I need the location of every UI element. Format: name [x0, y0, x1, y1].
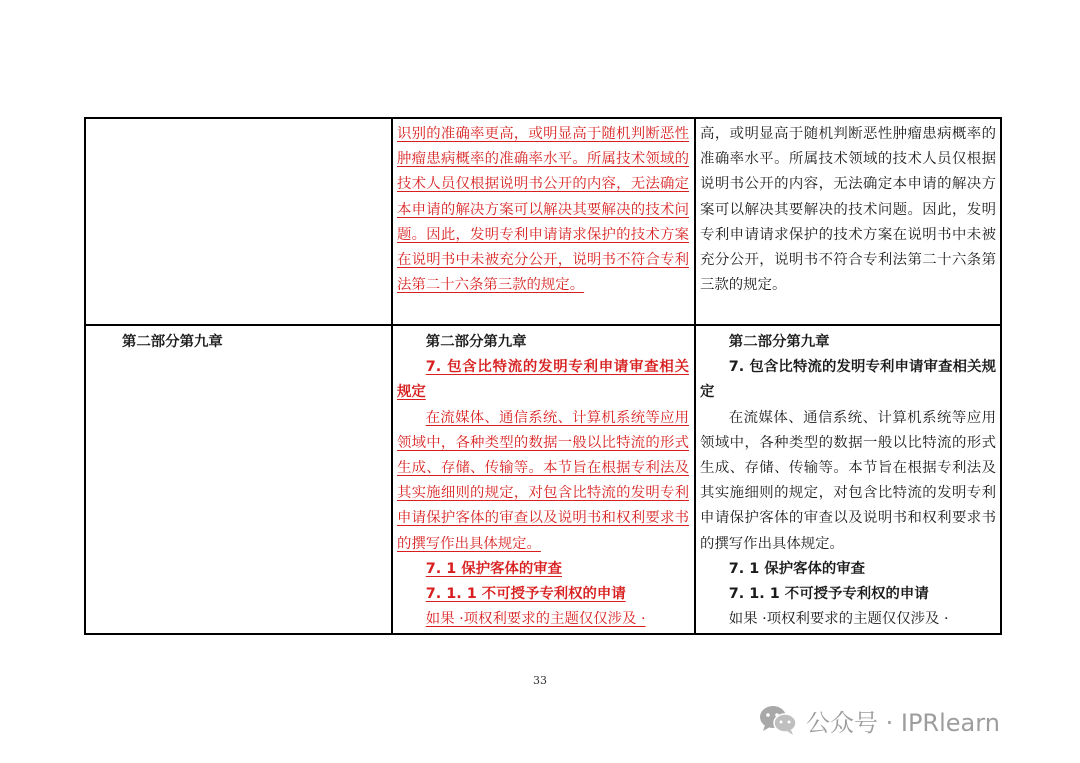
row1-col2-cell — [397, 122, 689, 322]
table-border-right — [1000, 117, 1002, 635]
row2-col3-sub1: 7. 1 保护客体的审查 — [728, 560, 866, 577]
table-border-col2 — [694, 117, 696, 635]
row2-col2-section-title: 7. 包含比特流的发明专利申请审查相关规定 — [397, 359, 689, 401]
row2-col2-last-line: 如果 ·项权利要求的主题仅仅涉及 · — [425, 611, 646, 628]
row2-col2-sub2: 7. 1. 1 不可授予专利权的申请 — [425, 586, 626, 603]
row2-col3-section-title: 7. 包含比特流的发明专利申请审查相关规定 — [700, 359, 996, 401]
table-border-bottom — [84, 633, 1002, 635]
table-border-top — [84, 117, 1002, 119]
row2-col3-paragraph: 在流媒体、通信系统、计算机系统等应用领域中，各种类型的数据一般以比特流的形式生成、存储、传输等。本节旨在根据专利法及其实施细则的规定，对包含比特流的发明专利申请保护客体的审查以及说明书和权利要求书的撰写作出具体规定。 — [700, 409, 996, 552]
row2-col3-last-line: 如果 ·项权利要求的主题仅仅涉及 · — [728, 611, 949, 628]
row2-col3-cell — [700, 330, 996, 632]
row2-col2-paragraph: 在流媒体、通信系统、计算机系统等应用领域中，各种类型的数据一般以比特流的形式生成、存储、传输等。本节旨在根据专利法及其实施细则的规定，对包含比特流的发明专利申请保护客体的审查以及说明书和权利要求书的撰写作出具体规定。 — [397, 409, 689, 552]
table-border-col1 — [391, 117, 393, 635]
row2-col2-heading: 第二部分第九章 — [425, 334, 527, 350]
table-border-row-divider — [84, 324, 1002, 326]
watermark-text: 公众号 · IPRlearn — [806, 708, 1000, 737]
wechat-icon — [758, 704, 798, 736]
row2-col3-heading: 第二部分第九章 — [728, 334, 830, 350]
table-border-left — [84, 117, 86, 635]
row2-col1-cell — [122, 330, 384, 355]
row2-col2-sub1: 7. 1 保护客体的审查 — [425, 560, 563, 577]
row2-col2-cell — [397, 330, 689, 632]
watermark — [758, 702, 1000, 738]
row1-col3-cell — [700, 122, 996, 322]
row2-col3-sub2: 7. 1. 1 不可授予专利权的申请 — [728, 586, 929, 603]
row2-col1-heading: 第二部分第九章 — [122, 334, 223, 350]
comparison-table — [84, 117, 1002, 635]
page-number: 33 — [533, 674, 547, 687]
row1-col3-text: 高，或明显高于随机判断恶性肿瘤患病概率的准确率水平。所属技术领域的技术人员仅根据说明书公开的内容，无法确定本申请的解决方案可以解决其要解决的技术问题。因此，发明专利申请请求保护的技术方案在说明书中未被充分公开，说明书不符合专利法第二十六条第三款的规定。 — [700, 126, 996, 294]
row1-col2-red-text: 识别的准确率更高，或明显高于随机判断恶性肿瘤患病概率的准确率水平。所属技术领域的技术人员仅根据说明书公开的内容，无法确定本申请的解决方案可以解决其要解决的技术问题。因此，发明专利申请请求保护的技术方案在说明书中未被充分公开，说明书不符合专利法第二十六条第三款的规定。 — [397, 126, 689, 294]
